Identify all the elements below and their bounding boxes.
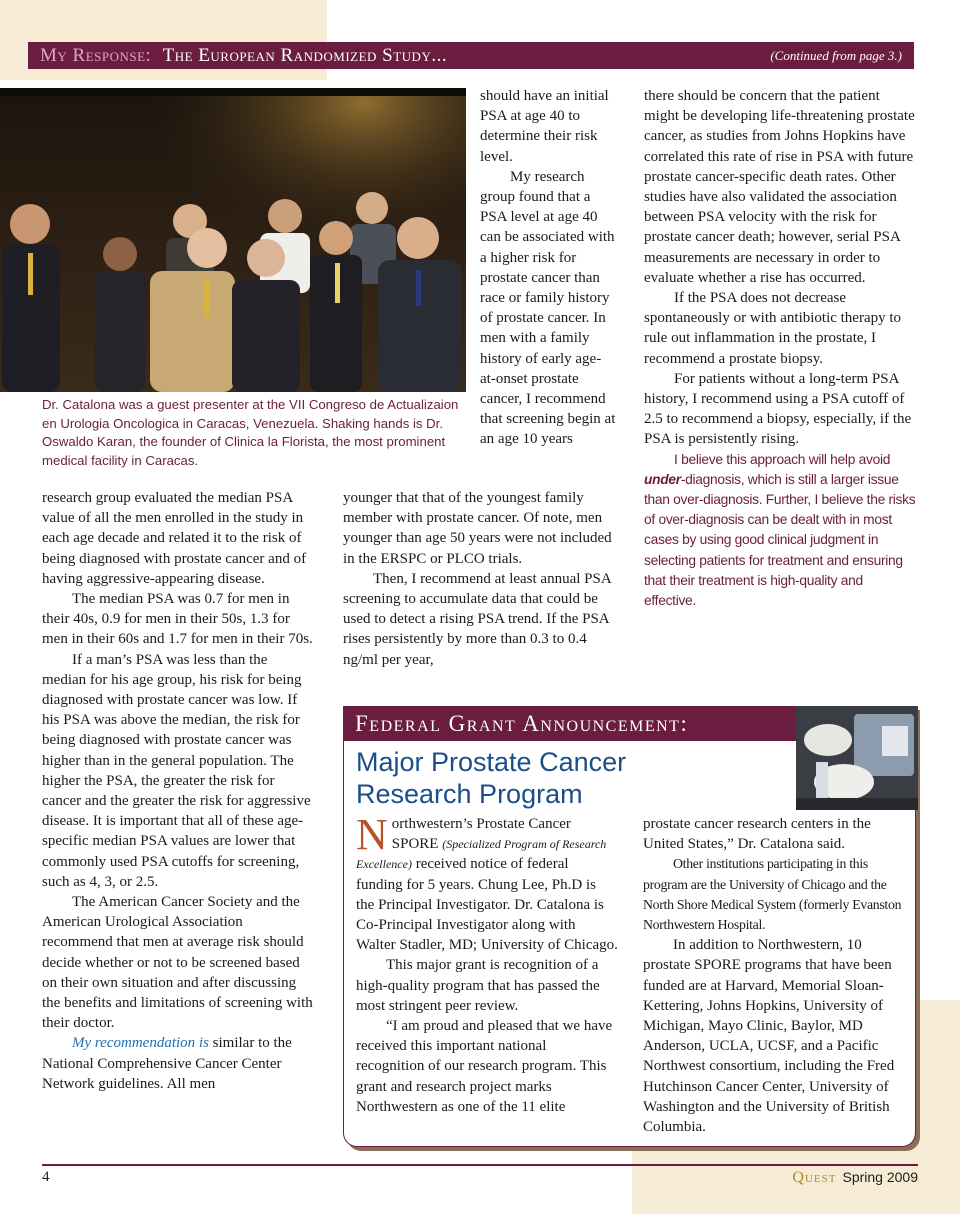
paragraph-text: similar to the National Comprehensive Cancer Center Network guidelines. All men — [42, 1035, 292, 1092]
paragraph-text: received notice of federal funding for 5 years. Chung Lee, Ph.D is the Principal Investigator. Dr. Catalona is Co-Principal Investigator along with Walter Stadler, MD; University of Chicago. — [356, 856, 618, 954]
paragraph: My research group found that a PSA level at age 40 can be associated with a higher risk for prostate cancer than race or family history of prostate cancer. In men with a family history of early age-at-onset prostate cancer, I recommend that screening begin at an age 10 years — [480, 168, 616, 448]
paragraph: should have an initial PSA at age 40 to determine their risk level. — [480, 88, 609, 165]
paragraph-text: orthwestern’s Prostate Cancer SPORE — [391, 816, 571, 853]
photo-caption: Dr. Catalona was a guest presenter at the VII Congreso de Actualizaion en Urologia Oncologica in Caracas, Venezuela. Shaking hands is Dr. Oswaldo Karan, the founder of Clinica la Florista, the most prominent medical facility in Caracas. — [42, 397, 459, 468]
paragraph: Other institutions participating in this program are the University of Chicago and the North Shore Medical System (formerly Evanston Northwestern Hospital. — [643, 856, 902, 933]
continued-note: (Continued from page 3.) — [770, 47, 902, 63]
recommendation-heading: My recommendation is — [72, 1035, 209, 1052]
paragraph — [356, 810, 618, 955]
paragraph: The American Cancer Society and the American Urological Association recommend that men at average risk should decide whether or not to be screened based on their own situation and after discussing the benefits and limitations of screening with their doctor. — [42, 894, 313, 1032]
middle-column-wide — [343, 488, 618, 670]
paragraph: prostate cancer research centers in the United States,” Dr. Catalona said. — [643, 816, 871, 853]
grant-title — [356, 746, 656, 810]
grant-column-left — [356, 810, 618, 1117]
paragraph: “I am proud and pleased that we have received this important national recognition of our research program. This grant and research project marks Northwestern as one of the 11 elite — [356, 1018, 613, 1115]
spore-expansion: (Specialized Program of Research Excellence) — [356, 837, 607, 872]
lab-photo — [796, 706, 918, 810]
grant-title-line: Research Program — [356, 779, 583, 809]
middle-column-narrow — [480, 86, 616, 450]
paragraph: Then, I recommend at least annual PSA screening to accumulate data that could be used to detect a rising PSA trend. If the PSA rises persistently by more than 0.3 to 0.4 ng/ml per year, — [343, 570, 611, 668]
paragraph: there should be concern that the patient might be developing life-threatening prostate cancer, as studies from Johns Hopkins have correlated this rate of rise in PSA with future prostate cancer-specific death rates. Other studies have also validated the association between PSA velocity with the risk for prostate cancer death; however, serial PSA measurements are necessary in order to evaluate whether a rise has occurred. — [644, 88, 915, 286]
lab-photo-illustration — [796, 706, 918, 810]
article-header-bar — [28, 42, 914, 69]
section-label: My Response: — [40, 44, 152, 66]
paragraph-text: -diagnosis, which is still a larger issue than over-diagnosis. Further, I believe the risks of over-diagnosis can be dealt with in most cases by using good clinical judgment in selecting patients for treatment and ensuring that their treatment is high-quality and effective. — [644, 471, 916, 609]
publication-name: Quest — [792, 1169, 837, 1186]
paragraph: This major grant is recognition of a high-quality program that has passed the most stringent peer review. — [356, 957, 600, 1014]
grant-column-right — [643, 814, 911, 1137]
paragraph: younger that that of the youngest family member with prostate cancer. Of note, men younger than age 50 years were not included in the ERSPC or PLCO trials. — [343, 490, 612, 567]
left-column — [42, 488, 314, 1094]
paragraph: In addition to Northwestern, 10 prostate SPORE programs that have been funded are at Harvard, Memorial Sloan-Kettering, Johns Hopkins, University of Michigan, Mayo Clinic, Baylor, MD Anderson, UCLA, UCSF, and a Pacific Northwest consortium, including the Fred Hutchinson Cancer Center, University of Washington and the University of British Columbia. — [643, 937, 895, 1136]
page-number: 4 — [42, 1169, 50, 1185]
paragraph: For patients without a long-term PSA history, I recommend using a PSA cutoff of 2.5 to recommend a biopsy, especially, if the PSA is persistently rising. — [644, 370, 912, 448]
footer-publication — [792, 1169, 918, 1187]
paragraph: If the PSA does not decrease spontaneously or with antibiotic therapy to rule out inflammation in the prostate, I recommend a prostate biopsy. — [644, 290, 902, 367]
grant-title-line: Major Prostate Cancer — [356, 747, 627, 777]
paragraph — [42, 1033, 314, 1094]
paragraph: The median PSA was 0.7 for men in their 40s, 0.9 for men in their 50s, 1.3 for men in their 60s and 1.7 for men in their 70s. — [42, 591, 313, 648]
header-heading — [40, 45, 447, 67]
issue-date: Spring 2009 — [842, 1169, 918, 1185]
footer-rule — [42, 1164, 918, 1166]
emphasis-under: under — [644, 471, 681, 487]
paragraph: If a man’s PSA was less than the median for his age group, his risk for being diagnosed with prostate cancer was low. If his PSA was above the median, the risk for being diagnosed with prostate cancer was higher than in the general population. The higher the PSA, the greater the risk for cancer and the greater the risk for aggressive disease. It is important that all of these age-specific median PSA values are lower that commonly used PSA cutoffs for screening, such as 4, 3, or 2.5. — [42, 651, 311, 890]
highlight-paragraph — [644, 450, 916, 612]
paragraph: research group evaluated the median PSA value of all the men enrolled in the study in each age decade and related it to the risk of being diagnosed with prostate cancer and of having aggressive-appearing disease. — [42, 490, 307, 587]
drop-cap: N — [356, 810, 388, 859]
paragraph-text: I believe this approach will help avoid — [674, 451, 891, 467]
group-photo-illustration — [0, 88, 466, 392]
article-title: The European Randomized Study... — [162, 44, 448, 66]
group-photo — [0, 88, 466, 392]
grant-banner: Federal Grant Announcement: — [343, 706, 798, 741]
right-column — [644, 86, 916, 611]
